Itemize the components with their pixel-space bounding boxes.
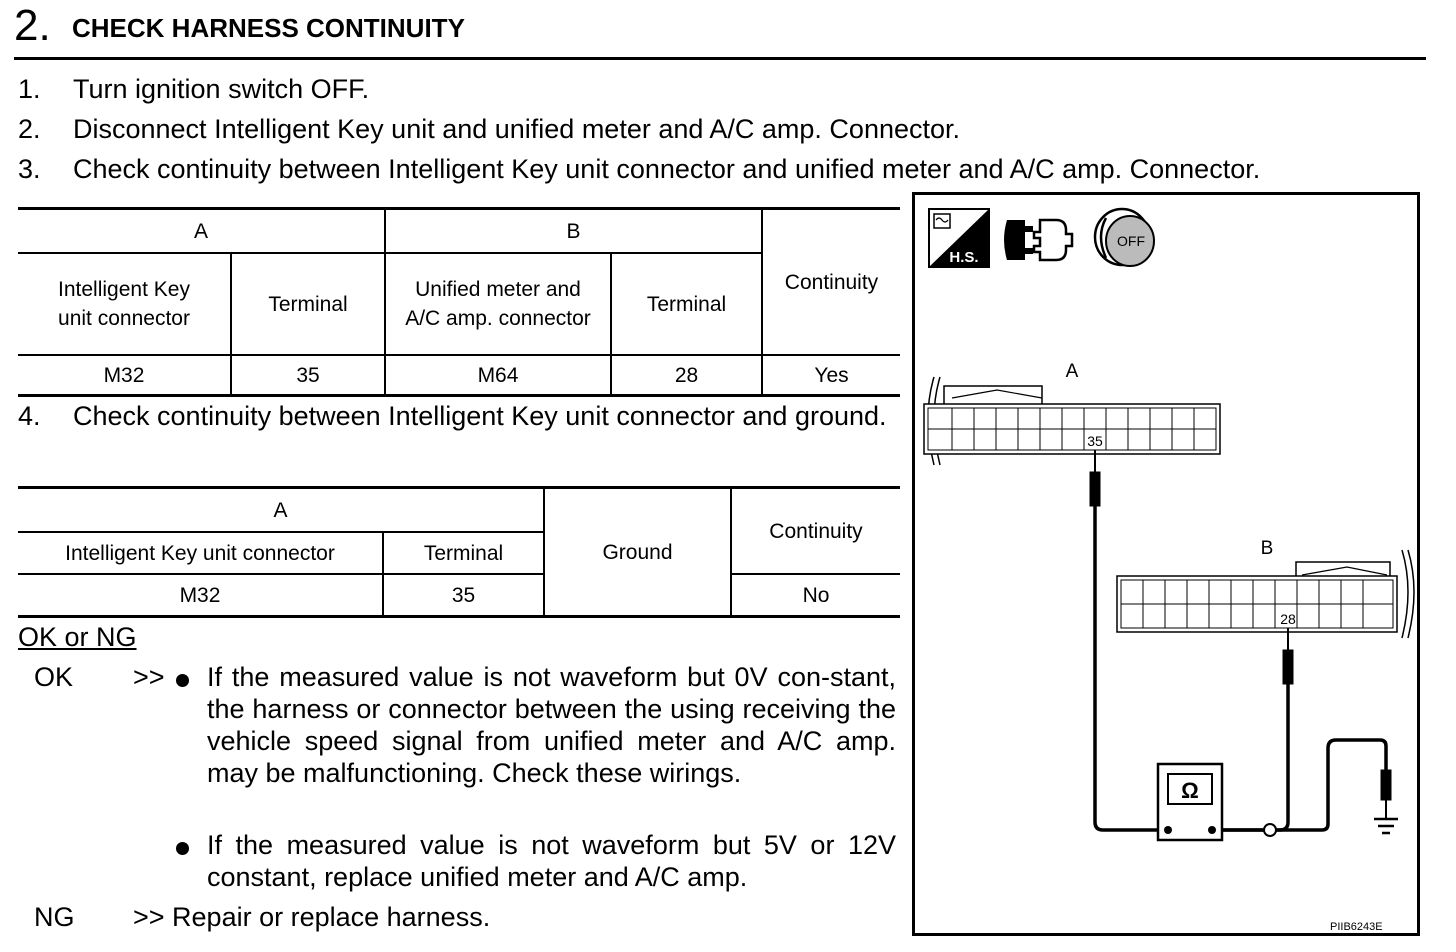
harness-side-icon-text: H.S.	[949, 249, 979, 266]
table1-cell: M64	[385, 355, 611, 396]
ok-bullet-1-text: If the measured value is not waveform but 0V con-stant, the harness or connector between the using receiving the vehicle speed signal from unified meter and A/C amp. may be malfunctioning. Check these wirings.	[207, 662, 896, 788]
ok-label: OK	[34, 662, 74, 692]
table1-continuity-header: Continuity	[762, 209, 900, 356]
instruction-2-text: Disconnect Intelligent Key unit and unified meter and A/C amp. Connector.	[73, 114, 961, 144]
terminal-b-label: 28	[1280, 611, 1296, 627]
connector-disconnect-icon	[1004, 220, 1072, 260]
table1-group-b: B	[385, 209, 762, 254]
table2-header-connector: Intelligent Key unit connector	[18, 532, 383, 574]
ground-icon	[1374, 819, 1398, 833]
ignition-off-icon-text: OFF	[1117, 233, 1145, 249]
ng-text: >> Repair or replace harness.	[133, 902, 491, 932]
header-rule	[14, 57, 1426, 60]
instruction-3-text: Check continuity between Intelligent Key unit connector and unified meter and A/C amp. Connector.	[73, 154, 1261, 184]
connector-a	[924, 361, 1220, 465]
wiring-diagram	[912, 192, 1420, 936]
ignition-off-icon	[1095, 209, 1154, 266]
table2-header-terminal: Terminal	[383, 532, 544, 574]
ok-arrow: >>	[133, 662, 165, 692]
ohm-symbol: Ω	[1181, 778, 1199, 803]
step-number: 2.	[14, 1, 51, 50]
table2-group-a: A	[273, 498, 288, 522]
connector-b-label: B	[1260, 538, 1274, 559]
step-title: CHECK HARNESS CONTINUITY	[72, 13, 465, 43]
table1-cell: M32	[18, 355, 231, 396]
table1-cell: 35	[231, 355, 385, 396]
table1-cell: 28	[611, 355, 762, 396]
instruction-2-number: 2.	[18, 114, 41, 144]
ok-bullet-2-text: If the measured value is not waveform but 5V or 12V constant, replace unified meter and A/C amp.	[207, 830, 896, 892]
table1-cell: Yes	[762, 355, 900, 396]
table2-cell: M32	[18, 574, 383, 617]
bullet-icon	[176, 674, 189, 687]
bullet-icon	[176, 842, 189, 855]
result-title: OK or NG	[18, 622, 137, 652]
connector-a-label: A	[1065, 361, 1079, 382]
table1-header-terminal-b: Terminal	[611, 253, 762, 355]
table1-header-connector-b: Unified meter and A/C amp. connector	[385, 253, 611, 355]
table2-cell: 35	[383, 574, 544, 617]
instruction-3-number: 3.	[18, 154, 41, 184]
table1-header-connector-a: Intelligent Key unit connector	[18, 253, 231, 355]
table2-cell: No	[731, 574, 900, 617]
continuity-table-2	[18, 486, 900, 618]
instruction-1-text: Turn ignition switch OFF.	[73, 74, 370, 104]
instruction-4-text: Check continuity between Intelligent Key unit connector and ground.	[73, 401, 887, 431]
table2-ground-header: Ground	[544, 488, 731, 617]
ng-label: NG	[34, 902, 75, 932]
table1-group-a: A	[193, 219, 208, 243]
connector-b	[1117, 538, 1414, 638]
table2-continuity-header: Continuity	[731, 488, 900, 575]
continuity-table-1	[18, 207, 900, 397]
figure-code: PIIB6243E	[1330, 921, 1383, 933]
instruction-4-number: 4.	[18, 401, 41, 431]
harness-side-icon	[929, 209, 989, 267]
test-leads	[1090, 450, 1391, 830]
terminal-a-label: 35	[1087, 433, 1103, 449]
instruction-1-number: 1.	[18, 74, 41, 104]
table1-header-terminal-a: Terminal	[231, 253, 385, 355]
